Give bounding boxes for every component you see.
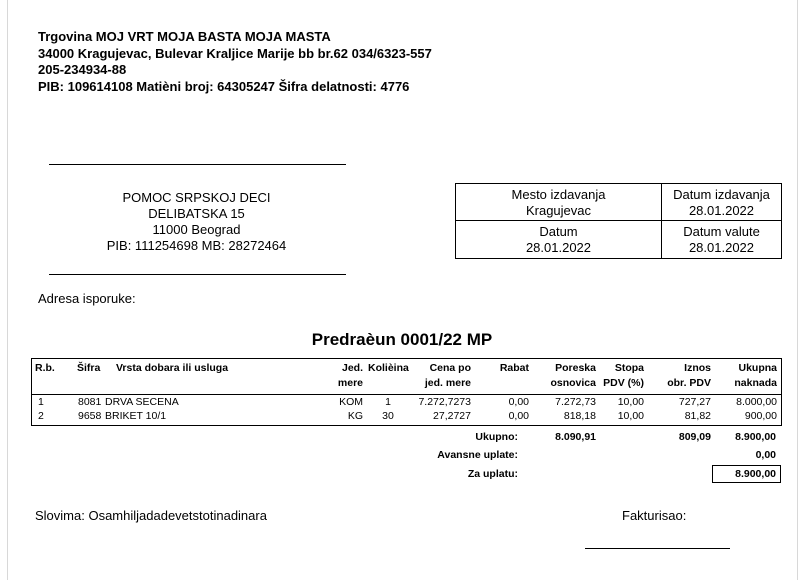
total-amount: 8.900,00	[735, 431, 776, 443]
col-kol-header: Kolièina	[368, 362, 409, 374]
payment-value: 8.900,00	[735, 468, 776, 480]
seller-header	[38, 29, 432, 95]
row-osnovica: 7.272,73	[555, 396, 596, 408]
col-osnovica-header-line1: Poreska	[555, 362, 596, 374]
total-label: Ukupno:	[475, 431, 518, 443]
seller-account: 205-234934-88	[38, 62, 127, 77]
document-date	[456, 224, 661, 256]
col-stopa-header-line1: Stopa	[614, 362, 644, 374]
issue-date-label: Datum izdavanja	[673, 187, 770, 202]
buyer-top-rule	[49, 164, 346, 165]
total-vat: 809,09	[678, 431, 711, 443]
document-title: Predraèun 0001/22 MP	[311, 330, 493, 349]
col-naziv-header: Vrsta dobara ili usluga	[116, 362, 229, 374]
delivery-address-label: Adresa isporuke:	[38, 291, 136, 306]
page-edge-right	[797, 0, 798, 580]
currency-date-label: Datum valute	[683, 224, 760, 239]
col-jm-header	[322, 361, 363, 391]
col-stopa-header-line2: PDV (%)	[603, 377, 644, 389]
row-naziv: DRVA SECENA	[105, 396, 179, 408]
seller-name: Trgovina MOJ VRT MOJA BASTA MOJA MASTA	[38, 29, 331, 44]
issue-date-value: 28.01.2022	[688, 203, 755, 218]
col-jm-header-line2: mere	[337, 377, 363, 389]
page-edge-left	[7, 0, 8, 580]
row-osnovica: 818,18	[563, 410, 596, 422]
currency-date-value: 28.01.2022	[688, 240, 755, 255]
payment-label: Za uplatu:	[467, 468, 518, 480]
invoice-meta-box	[455, 183, 782, 259]
row-rabat: 0,00	[508, 396, 529, 408]
items-table	[31, 358, 782, 426]
place-label: Mesto izdavanja	[511, 187, 606, 202]
place-value: Kragujevac	[525, 203, 592, 218]
col-rb-header: R.b.	[35, 362, 55, 374]
row-cena: 7.272,7273	[418, 396, 471, 408]
col-ukupno-header-line2: naknada	[734, 377, 777, 389]
row-jm: KOM	[339, 396, 363, 408]
col-ukupno-header-line1: Ukupna	[738, 362, 777, 374]
advance-label: Avansne uplate:	[437, 449, 518, 461]
row-kol: 30	[382, 410, 394, 422]
col-pdv-header-line1: Iznos	[684, 362, 711, 374]
buyer-street: DELIBATSKA 15	[148, 206, 245, 221]
place-of-issue	[456, 187, 661, 219]
total-tax-base: 8.090,91	[555, 431, 596, 443]
seller-ids: PIB: 109614108 Matièni broj: 64305247 Šifra delatnosti: 4776	[38, 78, 410, 94]
col-sifra-header: Šifra	[77, 362, 101, 374]
row-sifra: 9658	[78, 410, 102, 422]
row-sifra: 8081	[78, 396, 102, 408]
col-cena-header-line1: Cena po	[429, 362, 471, 374]
row-stopa: 10,00	[617, 396, 644, 408]
row-pdv: 727,27	[678, 396, 711, 408]
col-osnovica-header	[537, 361, 596, 391]
advance-value: 0,00	[755, 449, 776, 461]
row-rabat: 0,00	[508, 410, 529, 422]
col-jm-header-line1: Jed.	[341, 362, 363, 374]
buyer-city: 11000 Beograd	[152, 222, 241, 237]
col-stopa-header	[597, 361, 644, 391]
row-naziv: BRIKET 10/1	[105, 410, 167, 422]
meta-horizontal-divider	[456, 220, 781, 221]
amount-in-words: Slovima: Osamhiljadadevetstotinadinara	[35, 508, 267, 523]
col-ukupno-header	[722, 361, 777, 391]
row-rb: 2	[38, 410, 44, 422]
invoiced-by-label: Fakturisao:	[622, 508, 687, 523]
row-cena: 27,2727	[433, 410, 471, 422]
seller-address: 34000 Kragujevac, Bulevar Kraljice Marije bb br.62 034/6323-557	[38, 45, 432, 61]
col-pdv-header	[657, 361, 711, 391]
signature-line	[585, 548, 730, 549]
row-ukupno: 900,00	[744, 410, 777, 422]
buyer-block	[50, 190, 343, 254]
date-value: 28.01.2022	[525, 240, 592, 255]
issue-date	[662, 187, 781, 219]
col-rabat-header: Rabat	[499, 362, 529, 374]
col-osnovica-header-line2: osnovica	[550, 377, 596, 389]
date-label: Datum	[539, 224, 578, 239]
buyer-bottom-rule	[49, 274, 346, 275]
currency-date	[662, 224, 781, 256]
row-pdv: 81,82	[684, 410, 711, 422]
row-stopa: 10,00	[617, 410, 644, 422]
row-jm: KG	[347, 410, 363, 422]
row-ukupno: 8.000,00	[736, 396, 777, 408]
col-cena-header-line2: jed. mere	[424, 377, 471, 389]
buyer-ids: PIB: 111254698 MB: 28272464	[106, 238, 287, 253]
buyer-name: POMOC SRPSKOJ DECI	[122, 190, 271, 205]
col-pdv-header-line2: obr. PDV	[667, 377, 711, 389]
col-cena-header	[412, 361, 471, 391]
row-rb: 1	[38, 396, 44, 408]
row-kol: 1	[385, 396, 391, 408]
